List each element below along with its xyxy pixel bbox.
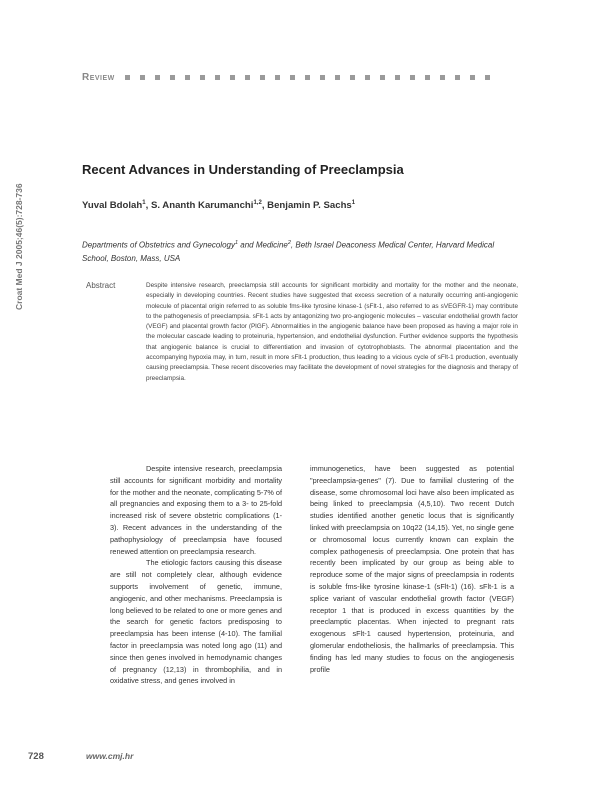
affiliation-mark: 1 <box>234 240 239 246</box>
abstract-text: Despite intensive research, preeclampsia still accounts for significant morbidity and mortality for the mother and the neonate, especially in developing countries. Recent studies have suggested that excess secretion of a naturally occurring anti-angiogenic molecule of placental origin referred to as soluble fms-like tyrosine kinase-1 (sFlt-1, also referred to as sVEGFR-1) may contribute to the pathogenesis of preeclampsia. sFlt-1 acts by antagonizing two pro-angiogenic molecules – vascular endothelial growth factor (VEGF) and placental growth factor (PlGF). Abnormalities in the angiogenic balance have been proposed as having a major role in the molecular cascade leading to proteinuria, hypertension, and endothelial dysfunction. Further evidence supports the hypothesis that angiogenic balance is crucial to differentiation and invasion of cytotrophoblasts. The abnormal placentation and the accompanying hypoxia may, in turn, result in more sFlt-1 production, thus leading to a vicious cycle of sFlt-1 production, eventually causing preeclampsia. These recent discoveries may facilitate the development of novel strategies for the diagnosis and therapy of preeclampsia. <box>146 282 518 382</box>
body-paragraph: The etiologic factors causing this disease are still not completely clear, although evidence supports involvement of genetic, immune, angiogenic, and other mechanisms. Preeclampsia is long believed to be related to one or more genes and the search for genetic factors predisposing to preeclampsia has been intense (4-10). The familial factor in preeclampsia was noted long ago (11) and since then genes involved in hemodynamic changes of pregnancy (12,13) in thrombophilia, and in oxidative stress, and genes involved in <box>110 558 282 686</box>
body-column-right <box>310 463 514 675</box>
page-number: 728 <box>28 751 44 762</box>
abstract-heading: Abstract <box>86 281 116 290</box>
affiliation-text: , Beth Israel Deaconess Medical Center, Harvard Medical School, Boston, Mass, USA <box>82 240 495 263</box>
author-affiliation-mark: 1,2 <box>253 200 262 206</box>
journal-url: www.cmj.hr <box>86 751 134 761</box>
section-label: Review <box>82 71 115 83</box>
author-list <box>82 200 522 211</box>
author-name: S. Ananth Karumanchi <box>150 200 254 212</box>
header-dot-rule <box>125 75 490 80</box>
affiliation-text: Departments of Obstetrics and Gynecology <box>82 240 235 250</box>
author-separator: , <box>261 200 268 212</box>
affiliation-mark: 2 <box>287 240 291 246</box>
section-header <box>82 70 522 84</box>
journal-citation: Croat Med J 2005;46(5):728-736 <box>14 183 24 310</box>
author-name: Benjamin P. Sachs <box>267 200 352 212</box>
body-column-left <box>110 463 282 687</box>
article-title: Recent Advances in Understanding of Preeclampsia <box>82 162 404 177</box>
author-affiliation <box>82 237 522 265</box>
author-affiliation-mark: 1 <box>142 200 146 206</box>
author-name: Yuval Bdolah <box>82 200 143 212</box>
body-paragraph: immunogenetics, have been suggested as potential "preeclampsia-genes" (7). Due to familial clustering of the disease, some chromosomal loci have also been implicated as being linked to preeclampsia (4,5,10). Two recent Dutch studies identified another genetic locus that is significantly linked with preeclampsia on 10q22 (14,15). Yet, no single gene or chromosomal locus currently known can explain the complex pathogenesis of preeclampsia. One protein that has recently been implicated by our group as being able to reproduce some of the major signs of preeclampsia in rodents is soluble fms-like tyrosine kinase-1 (sFlt-1) (16). sFlt-1 is a splice variant of vascular endothelial growth factor (VEGF) receptor 1 that is produced in excess quantities by the preeclamptic placentas. When injected to pregnant rats exogenous sFlt-1 caused hypertension, proteinuria, and glomerular endotheliosis, the hallmarks of preeclampsia. This finding has led many studies to focus on the angiogenesis profile <box>310 464 514 674</box>
body-paragraph: Despite intensive research, preeclampsia still accounts for significant morbidity and mortality for the mother and the neonate, complicating 5-7% of all pregnancies and exposing them to a 3- to 25-fold increased risk of severe obstetric complications (1-3). Recent advances in the understanding of the pathophysiology of preeclampsia have focused renewed attention on preeclampsia research. <box>110 464 282 556</box>
author-separator: , <box>145 200 151 212</box>
affiliation-text: and Medicine <box>238 240 288 250</box>
author-affiliation-mark: 1 <box>351 200 356 206</box>
